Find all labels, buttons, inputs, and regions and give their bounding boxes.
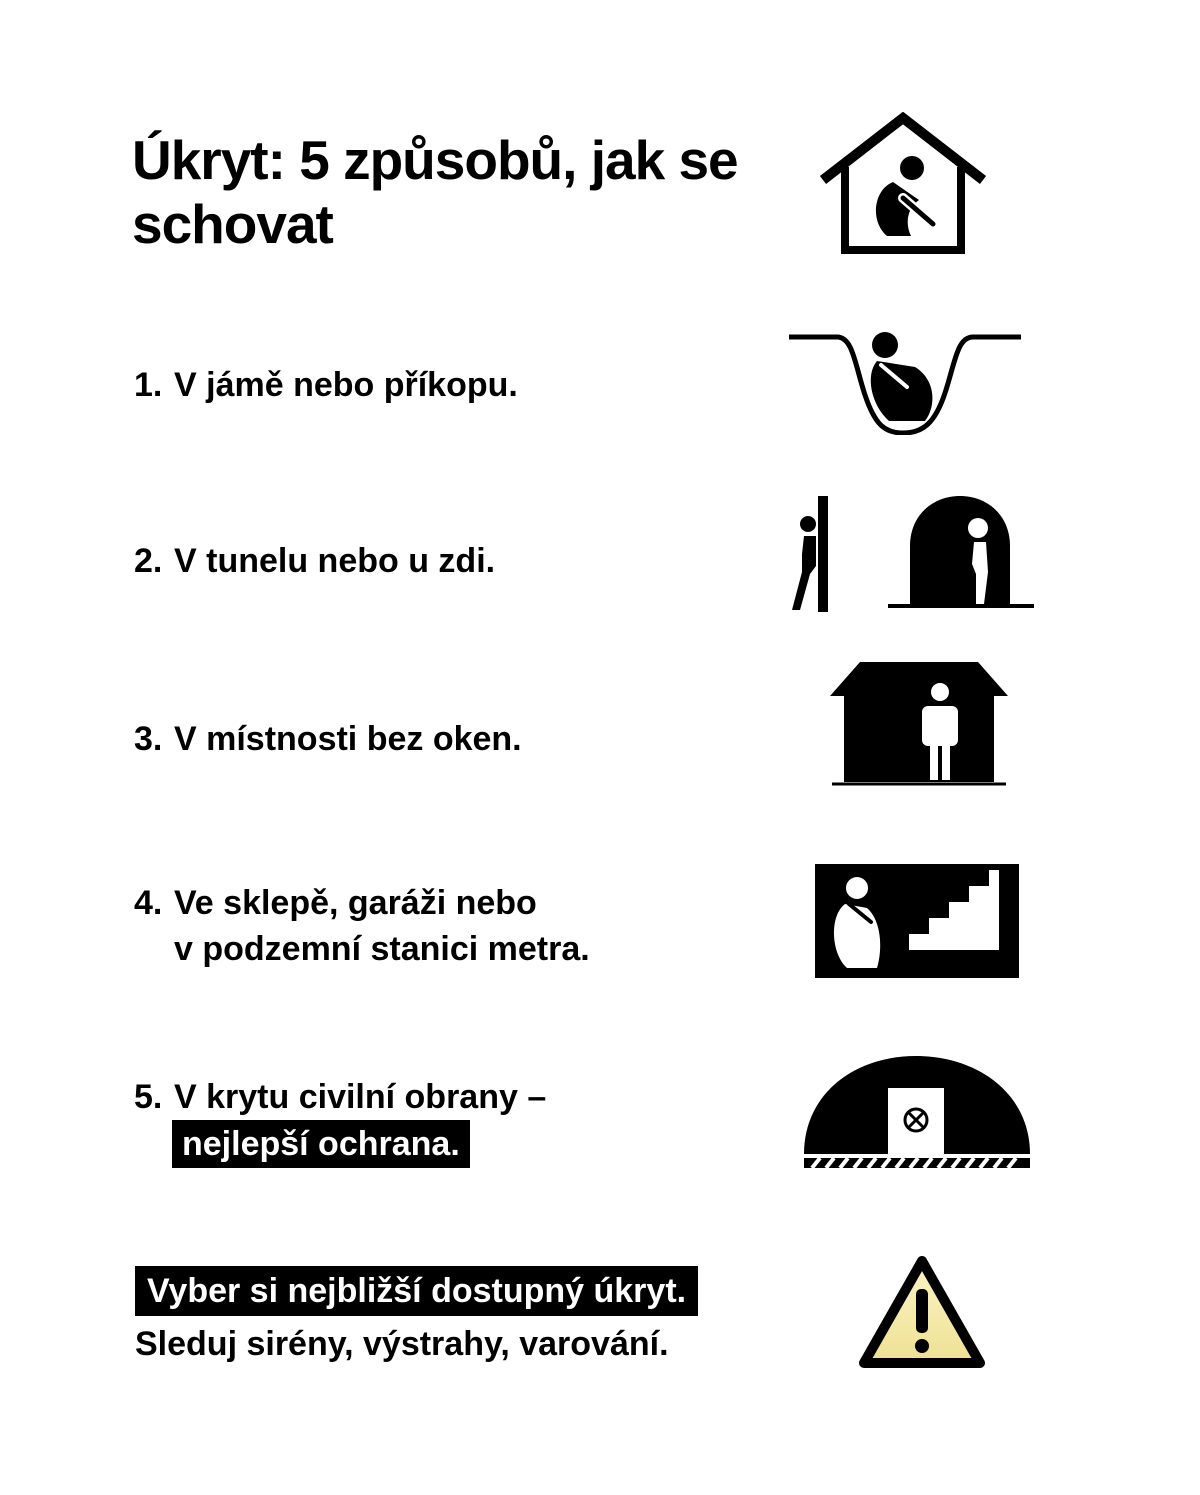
list-item-2 bbox=[134, 538, 495, 584]
wall-shelter-icon bbox=[788, 494, 838, 614]
item-number: 3. bbox=[134, 720, 163, 758]
item-number: 1. bbox=[134, 366, 163, 404]
ditch-shelter-icon bbox=[785, 325, 1025, 435]
item-highlight: nejlepší ochrana. bbox=[172, 1120, 470, 1168]
list-item-3 bbox=[134, 716, 522, 762]
footer-subtext: Sleduj sirény, výstrahy, varování. bbox=[135, 1325, 669, 1363]
windowless-room-icon bbox=[830, 660, 1010, 790]
basement-stairs-icon bbox=[815, 864, 1019, 978]
house-shelter-icon bbox=[815, 112, 995, 262]
item-number: 4. bbox=[134, 884, 163, 922]
page-title: Úkryt: 5 způsobů, jak se schovat bbox=[132, 129, 738, 255]
item-text: V místnosti bez oken. bbox=[174, 720, 522, 758]
tunnel-shelter-icon bbox=[886, 492, 1036, 612]
footer-note bbox=[135, 1266, 698, 1366]
item-text-line1: V krytu civilní obrany – bbox=[174, 1078, 547, 1116]
list-item-5 bbox=[134, 1074, 546, 1168]
list-item-4 bbox=[134, 880, 590, 972]
item-text-line2: v podzemní stanici metra. bbox=[174, 930, 590, 968]
civil-defense-bunker-icon bbox=[802, 1054, 1032, 1170]
item-text: V tunelu nebo u zdi. bbox=[174, 542, 496, 580]
list-item-1 bbox=[134, 362, 518, 408]
item-number: 2. bbox=[134, 542, 163, 580]
footer-highlight: Vyber si nejbližší dostupný úkryt. bbox=[135, 1266, 698, 1316]
item-number: 5. bbox=[134, 1078, 163, 1116]
item-text-line1: Ve sklepě, garáži nebo bbox=[174, 884, 537, 922]
warning-icon bbox=[856, 1253, 988, 1373]
item-text: V jámě nebo příkopu. bbox=[174, 366, 518, 404]
